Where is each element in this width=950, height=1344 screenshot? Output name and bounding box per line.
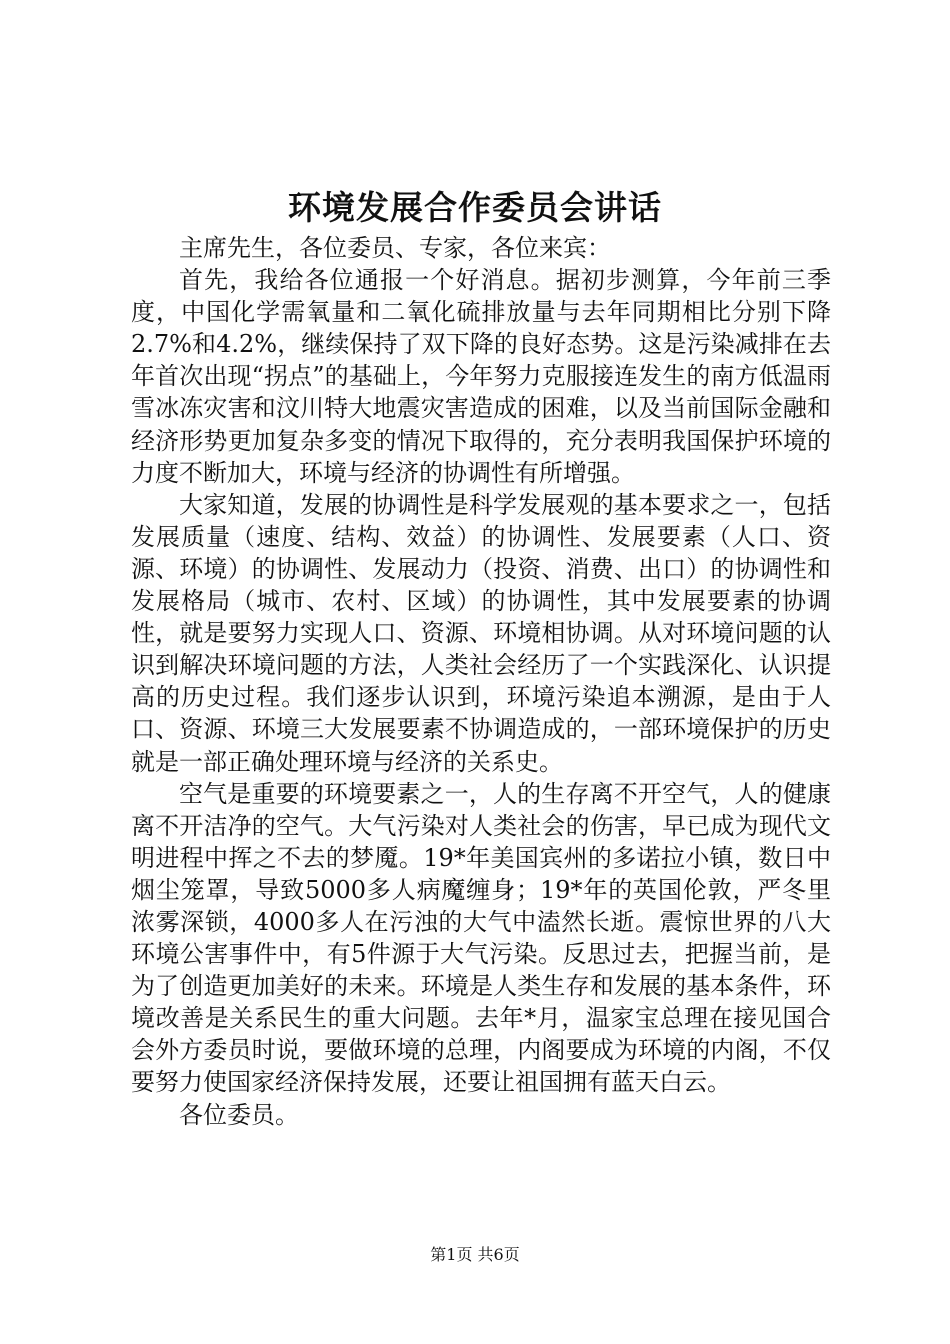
paragraph-salutation: 主席先生，各位委员、专家，各位来宾： (179, 234, 611, 262)
paragraph-air-quality: 空气是重要的环境要素之一，人的生存离不开空气，人的健康离不开洁净的空气。大气污染对人类社会的伤害，早已成为现代文明进程中挥之不去的梦魇。19*年美国宾州的多诺拉小镇，数日中烟尘笼罩，导致5000多人病魔缠身；19*年的英国伦敦，严冬里浓雾深锁，4000多人在污浊的大气中溘然长逝。震惊世界的八大环境公害事件中，有5件源于大气污染。反思过去，把握当前，是为了创造更加美好的未来。环境是人类生存和发展的基本条件，环境改善是关系民生的重大问题。去年*月，温家宝总理在接见国合会外方委员时说，要做环境的总理，内阁要成为环境的内阁，不仅要努力使国家经济保持发展，还要让祖国拥有蓝天白云。 (131, 779, 831, 1097)
paragraph-closing-address: 各位委员。 (179, 1100, 299, 1129)
paragraph-coordination: 大家知道，发展的协调性是科学发展观的基本要求之一，包括发展质量（速度、结构、效益）的协调性、发展要素（人口、资源、环境）的协调性、发展动力（投资、消费、出口）的协调性和发展格局（城市、农村、区域）的协调性，其中发展要素的协调性，就是要努力实现人口、资源、环境相协调。从对环境问题的认识到解决环境问题的方法，人类社会经历了一个实践深化、认识提高的历史过程。我们逐步认识到，环境污染追本溯源，是由于人口、资源、环境三大发展要素不协调造成的，一部环境保护的历史就是一部正确处理环境与经济的关系史。 (131, 490, 831, 776)
document-body (131, 232, 831, 1131)
document-title: 环境发展合作委员会讲话 (288, 188, 662, 227)
page-number-footer: 第1页 共6页 (430, 1245, 520, 1264)
paragraph-good-news: 首先，我给各位通报一个好消息。据初步测算，今年前三季度，中国化学需氧量和二氧化硫排放量与去年同期相比分别下降2.7%和4.2%，继续保持了双下降的良好态势。这是污染减排在去年首次出现“拐点”的基础上，今年努力克服接连发生的南方低温雨雪冰冻灾害和汶川特大地震灾害造成的困难，以及当前国际金融和经济形势更加复杂多变的情况下取得的，充分表明我国保护环境的力度不断加大，环境与经济的协调性有所增强。 (131, 266, 831, 487)
